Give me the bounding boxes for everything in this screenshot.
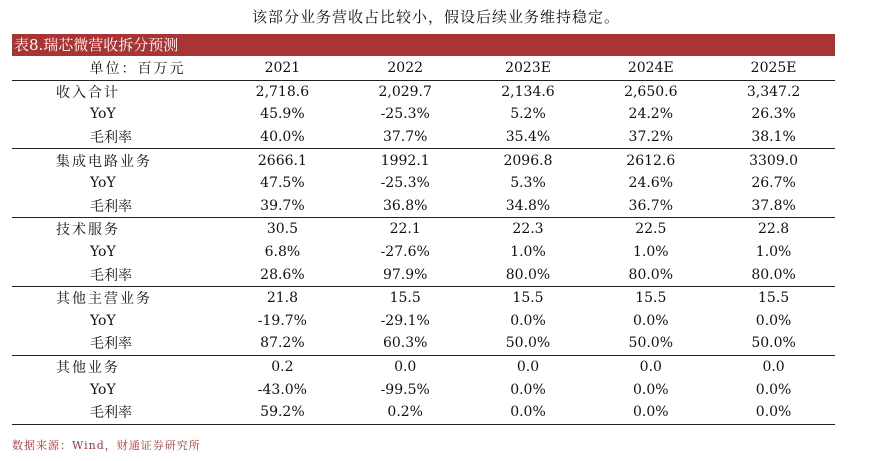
table-cell: 22.5: [635, 221, 667, 238]
header-unit: 单位：百万元: [12, 57, 221, 80]
row-label: 毛利率: [12, 263, 221, 286]
row-label: 毛利率: [12, 332, 221, 355]
table-cell: 26.7%: [751, 175, 796, 192]
table-cell: 0.0%: [510, 381, 546, 398]
table-cell: 15.5: [512, 290, 544, 307]
header-year: 2023E: [467, 57, 590, 80]
table-cell: 47.5%: [260, 175, 305, 192]
table-cell: 34.8%: [467, 195, 590, 218]
table-cell: 5.3%: [510, 175, 546, 192]
table-cell: 37.8%: [712, 195, 835, 218]
table-cell: 0.0%: [712, 401, 835, 424]
source-note: 数据来源：Wind，财通证券研究所: [12, 439, 201, 452]
table-row: [12, 332, 835, 355]
table-cell: 15.5: [389, 290, 421, 307]
table-cell: 15.5: [635, 290, 667, 307]
table-cell: 0.0: [516, 359, 540, 376]
table-cell: 87.2%: [221, 332, 344, 355]
table-row: [12, 172, 835, 195]
table-row: [12, 401, 835, 424]
table-cell: 50.0%: [712, 332, 835, 355]
row-label: 毛利率: [12, 126, 221, 149]
table-cell: 50.0%: [589, 332, 712, 355]
table-cell: 2096.8: [503, 152, 553, 169]
table-cell: 35.4%: [467, 126, 590, 149]
table-cell: 2666.1: [257, 152, 307, 169]
table-cell: 45.9%: [260, 106, 305, 123]
table-row: [12, 149, 835, 172]
table-cell: 22.3: [512, 221, 544, 238]
table-cell: 26.3%: [751, 106, 796, 123]
intro-text: 该部分业务营收占比较小，假设后续业务维持稳定。: [251, 8, 620, 26]
row-label: YoY: [90, 106, 116, 123]
table-cell: 39.7%: [221, 195, 344, 218]
table-row: [12, 286, 835, 309]
table-cell: 0.2: [271, 359, 294, 376]
header-year: 2025E: [712, 57, 835, 80]
table-cell: 6.8%: [264, 244, 301, 261]
table-row: [12, 126, 835, 149]
table-cell: 1.0%: [755, 244, 792, 261]
table-cell: 0.0%: [633, 381, 669, 398]
table-row: [12, 355, 835, 378]
row-label: 其他业务: [56, 360, 120, 377]
table-cell: 24.2%: [628, 106, 674, 123]
table-row: [12, 263, 835, 286]
table-cell: 2612.6: [626, 152, 676, 169]
table-row: [12, 241, 835, 264]
table-cell: -43.0%: [257, 381, 307, 398]
row-label: YoY: [90, 381, 116, 398]
table-cell: 60.3%: [344, 332, 467, 355]
table-cell: 0.0%: [755, 381, 792, 398]
table-cell: 1992.1: [380, 152, 430, 169]
table-cell: 24.6%: [628, 175, 674, 192]
table-cell: 36.8%: [344, 195, 467, 218]
table-cell: 36.7%: [589, 195, 712, 218]
table-cell: 0.0: [762, 359, 785, 376]
table-cell: 22.1: [389, 221, 421, 238]
table-cell: -99.5%: [380, 381, 430, 398]
table-cell: 15.5: [758, 290, 790, 307]
table-cell: 5.2%: [510, 106, 546, 123]
header-year: 2021: [221, 57, 344, 80]
table-cell: 21.8: [266, 290, 298, 307]
header-year: 2022: [344, 57, 467, 80]
table-row: [12, 218, 835, 241]
table-cell: 0.0%: [633, 312, 669, 329]
table-cell: 80.0%: [589, 263, 712, 286]
forecast-table: [12, 57, 835, 425]
table-cell: -27.6%: [380, 244, 430, 261]
table-cell: 0.0%: [467, 401, 590, 424]
row-label: YoY: [90, 175, 116, 192]
table-row: [12, 310, 835, 333]
table-cell: -19.7%: [257, 312, 307, 329]
table-title: 表8.瑞芯微营收拆分预测: [12, 34, 835, 56]
table-cell: 2,134.6: [501, 83, 555, 100]
table-cell: 37.7%: [344, 126, 467, 149]
table-cell: 80.0%: [467, 263, 590, 286]
table-cell: 3309.0: [749, 152, 799, 169]
table-cell: 0.0%: [755, 312, 792, 329]
table-cell: 0.0%: [510, 312, 546, 329]
row-label: 收入合计: [56, 84, 120, 101]
table-cell: 2,718.6: [255, 83, 310, 100]
table-cell: 30.5: [266, 221, 298, 238]
table-body: [12, 80, 835, 424]
row-label: YoY: [90, 312, 116, 329]
table-cell: -25.3%: [380, 175, 430, 192]
header-row: [12, 57, 835, 80]
table-cell: 1.0%: [510, 244, 546, 261]
row-label: 毛利率: [12, 195, 221, 218]
table-cell: 22.8: [758, 221, 790, 238]
table-cell: 37.2%: [589, 126, 712, 149]
table-cell: 80.0%: [712, 263, 835, 286]
table-cell: 2,029.7: [378, 83, 432, 100]
table-row: [12, 378, 835, 401]
table-cell: 59.2%: [221, 401, 344, 424]
table-cell: 28.6%: [221, 263, 344, 286]
table-cell: 38.1%: [712, 126, 835, 149]
table-cell: -25.3%: [380, 106, 430, 123]
row-label: YoY: [90, 244, 116, 261]
table-cell: -29.1%: [380, 312, 430, 329]
table-cell: 3,347.2: [746, 83, 801, 100]
table-row: [12, 103, 835, 126]
table-row: [12, 195, 835, 218]
table-cell: 0.0: [639, 359, 662, 376]
header-year: 2024E: [589, 57, 712, 80]
row-label: 毛利率: [12, 401, 221, 424]
table-cell: 1.0%: [633, 244, 669, 261]
table-cell: 0.0%: [589, 401, 712, 424]
table-cell: 2,650.6: [624, 83, 678, 100]
table-cell: 0.2%: [344, 401, 467, 424]
table-cell: 97.9%: [344, 263, 467, 286]
table-cell: 40.0%: [221, 126, 344, 149]
row-label: 其他主营业务: [56, 291, 152, 308]
table-cell: 50.0%: [467, 332, 590, 355]
row-label: 集成电路业务: [56, 153, 152, 170]
table-row: [12, 80, 835, 103]
row-label: 技术服务: [56, 222, 120, 239]
table-cell: 0.0: [394, 359, 417, 376]
